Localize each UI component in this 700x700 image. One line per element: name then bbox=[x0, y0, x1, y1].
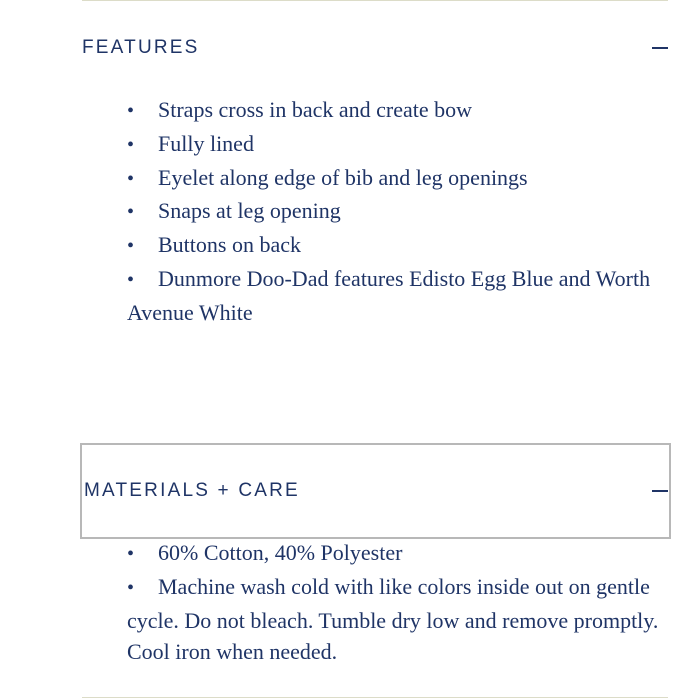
bullet-icon: • bbox=[127, 100, 135, 122]
bullet-icon: • bbox=[127, 201, 135, 224]
list-item bbox=[127, 162, 667, 196]
list-item-text: Snaps at leg opening bbox=[158, 198, 341, 224]
bullet-icon: • bbox=[127, 133, 135, 156]
bullet-icon: • bbox=[127, 167, 135, 190]
top-divider bbox=[82, 0, 668, 1]
bullet-icon: • bbox=[127, 576, 135, 599]
features-title: FEATURES bbox=[82, 37, 200, 58]
bullet-icon: • bbox=[127, 543, 135, 565]
materials-care-accordion-header[interactable] bbox=[80, 443, 671, 539]
list-item bbox=[127, 128, 667, 162]
bullet-icon: • bbox=[127, 268, 135, 291]
collapse-minus-icon[interactable] bbox=[652, 490, 668, 492]
list-item-text: Dunmore Doo-Dad features Edisto Egg Blue and Worth Avenue White bbox=[127, 265, 651, 325]
materials-care-list bbox=[127, 537, 667, 668]
features-accordion-header[interactable] bbox=[82, 28, 670, 68]
list-item-text: Eyelet along edge of bib and leg openings bbox=[158, 164, 528, 190]
list-item bbox=[127, 195, 667, 229]
list-item-text: Machine wash cold with like colors inside out on gentle cycle. Do not bleach. Tumble dry low and remove promptly. Cool iron when needed. bbox=[127, 573, 659, 665]
features-list bbox=[127, 94, 667, 329]
list-item bbox=[127, 229, 667, 263]
list-item bbox=[127, 571, 667, 668]
collapse-minus-icon[interactable] bbox=[652, 47, 668, 49]
bullet-icon: • bbox=[127, 235, 135, 258]
list-item-text: Straps cross in back and create bow bbox=[158, 97, 473, 122]
bottom-divider bbox=[82, 697, 668, 698]
list-item bbox=[127, 263, 667, 329]
materials-care-title: MATERIALS + CARE bbox=[84, 480, 300, 501]
list-item-text: Buttons on back bbox=[158, 232, 301, 258]
list-item-text: 60% Cotton, 40% Polyester bbox=[158, 540, 403, 565]
list-item bbox=[127, 94, 667, 128]
list-item-text: Fully lined bbox=[158, 130, 254, 156]
list-item bbox=[127, 537, 667, 571]
